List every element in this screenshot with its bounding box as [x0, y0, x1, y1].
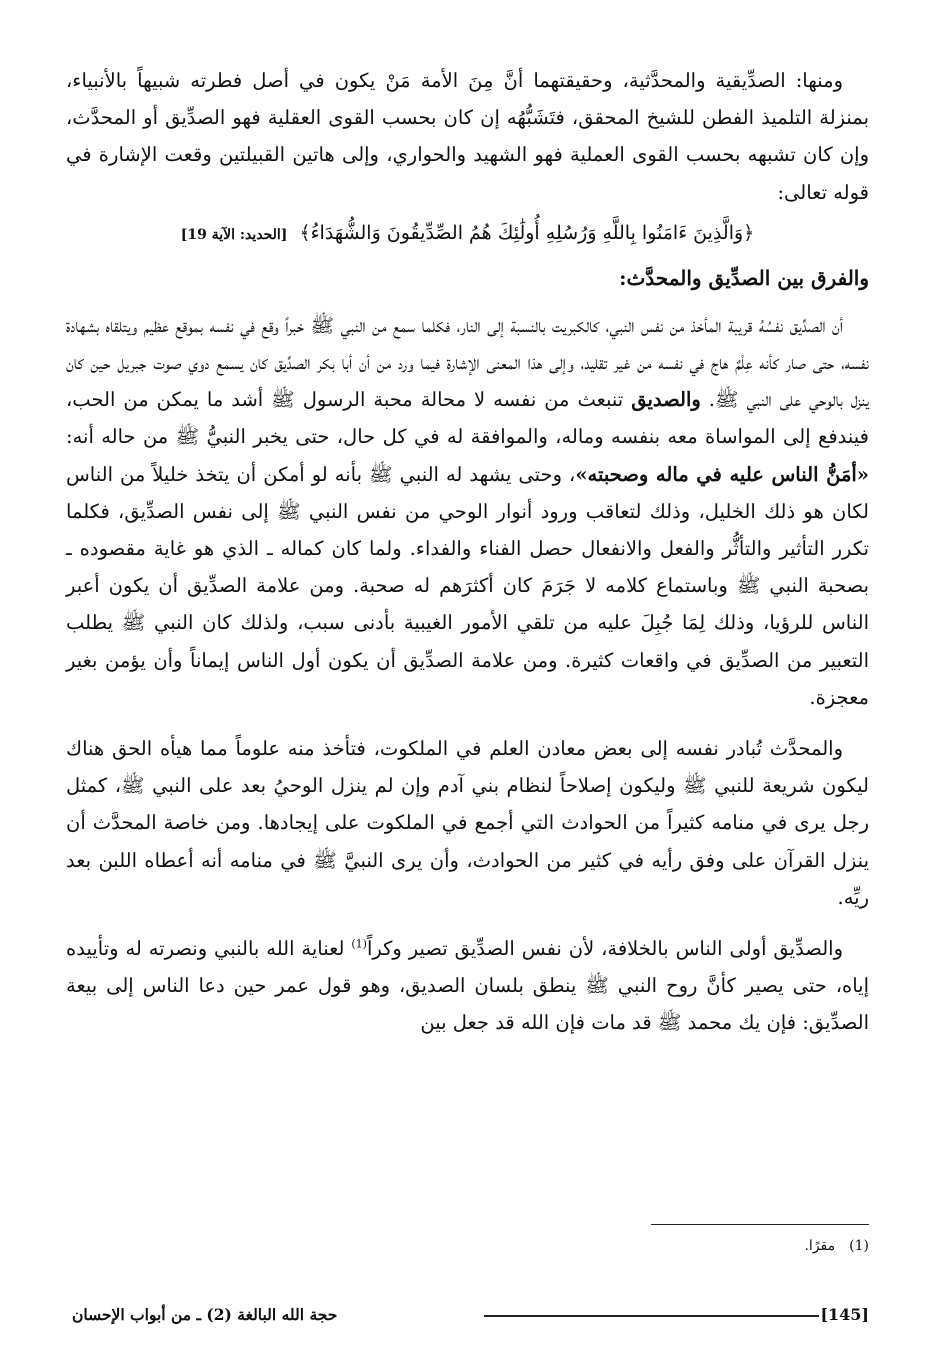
- section-heading: والفرق بين الصدِّيق والمحدَّث:: [619, 265, 869, 290]
- paragraph-text: ومنها: الصدِّيقية والمحدَّثية، وحقيقتهما أنَّ مِنَ الأمة مَنْ يكون في أصل فطرته شبيهاً بالأنبياء، بمنزلة التلميذ الفطن للشيخ المحقق، فتَشَبُّهُه إن كان بحسب القوى العقلية فهو الصدِّيق أو المحدَّث، وإن كان تشبهه بحسب القوى العملية فهو الشهيد والحواري، وإلى هاتين القبيلتين وقعت الإشارة في قوله تعالى:: [66, 69, 869, 204]
- verse-reference: [الحديد: الآية 19]: [180, 226, 288, 243]
- footnote-divider: [651, 1224, 869, 1225]
- paragraph-text: أن الصدِّيق نفسُهُ قريبة المأخذ من نفس النبي، كالكبريت بالنسبة إلى النار، فكلما سمع من النبي ﷺ خبراً وقع في نفسه بموقع عظيم ويتلقاه بشهادة نفسه، حتى صار كأنه عِلْمٌ هاج في نفسه من غير تقليد، وإلى هذا المعنى الإشارة فيما ورد من أن أبا بكر الصدِّيق كان يسمع دوي صوت جبريل حين كان ينزل بالوحي على النبي ﷺ.: [66, 313, 869, 412]
- footer-rule: [484, 1315, 819, 1317]
- paragraph-gap: [66, 916, 869, 930]
- footnote-number: (1): [849, 1238, 869, 1254]
- footnote: [804, 1236, 869, 1256]
- quran-verse: [66, 215, 869, 253]
- bold-term-siddiq: والصديق: [631, 388, 701, 412]
- paragraph-text: والصدِّيق أولى الناس بالخلافة، لأن نفس الصدِّيق تصير وكراً: [366, 937, 843, 961]
- footnote-text: مقرًا.: [804, 1238, 836, 1254]
- footnote-marker[interactable]: (1): [351, 937, 367, 951]
- paragraph-text: تنبعث من نفسه لا محالة محبة الرسول ﷺ أشد ما يمكن من الحب، فيندفع إلى المواساة معه بنفسه وماله، والموافقة له في كل حال، حتى يخبر النبيُّ ﷺ من حاله أنه:: [66, 388, 869, 449]
- paragraph-muhaddath: [66, 730, 869, 916]
- paragraph-khilafa: [66, 930, 869, 1042]
- page-footer: [72, 1303, 869, 1329]
- paragraph-gap: [66, 716, 869, 730]
- running-title: حجة الله البالغة (2) ـ من أبواب الإحسان: [72, 1305, 338, 1324]
- paragraph-siddiqiya-intro: [66, 62, 869, 211]
- paragraph-text: والمحدَّث تُبادر نفسه إلى بعض معادن العلم في الملكوت، فتأخذ منه علوماً مما هيأه الحق هناك ليكون شريعة للنبي ﷺ وليكون إصلاحاً لنظام بني آدم وإن لم ينزل الوحيُ بعد على النبي ﷺ، كمثل رجل يرى في منامه كثيراً من الحوادث التي أجمع في الملكوت على إيجادها. ومن خاصة المحدَّث أن ينزل القرآن على وفق رأيه في كثير من الحوادث، وأن يرى النبيَّ ﷺ في منامه أنه أعطاه اللبن بعد ريِّه.: [66, 737, 869, 909]
- paragraph-siddiq: [66, 307, 869, 716]
- main-text: [66, 62, 869, 1042]
- hadith-quote: «أمَنُّ الناس عليه في ماله وصحبته»: [575, 462, 869, 486]
- paragraph-text: لعناية الله بالنبي ونصرته له وتأييده إياه، حتى يصير كأنَّ روح النبي ﷺ ينطق بلسان الصديق، وهو قول عمر حين دعا الناس إلى بيعة الصدِّيق: فإن يك محمد ﷺ قد مات فإن الله قد جعل بين: [66, 937, 869, 1035]
- page-number: [145]: [820, 1305, 869, 1324]
- paragraph-text: ، وحتى يشهد له النبي ﷺ بأنه لو أمكن أن يتخذ خليلاً من الناس لكان هو ذلك الخليل، وذلك لتعاقب ورود أنوار الوحي من نفس النبي ﷺ إلى نفس الصدِّيق، فكلما تكرر التأثير والتأثُّر والفعل والانفعال حصل الفناء والفداء. ولما كان كماله ـ الذي هو غاية مقصوده ـ بصحبة النبي ﷺ وباستماع كلامه لا جَرَمَ كان أكثرَهم له صحبة. ومن علامة الصدِّيق أن يكون أعبر الناس للرؤيا، وذلك لِمَا جُبِلَ عليه من تلقي الأمور الغيبية بأدنى سبب، ولذلك كان النبي ﷺ يطلب التعبير من الصدِّيق في واقعات كثيرة. ومن علامة الصدِّيق أن يكون أول الناس إيماناً وأن يؤمن بغير معجزة.: [66, 462, 869, 709]
- verse-text: ﴿وَالَّذِينَ ءَامَنُوا بِاللَّهِ وَرُسُلِهِ أُولَٰئِكَ هُمُ الصِّدِّيقُونَ وَالشُّهَدَاءُ﴾: [299, 221, 755, 244]
